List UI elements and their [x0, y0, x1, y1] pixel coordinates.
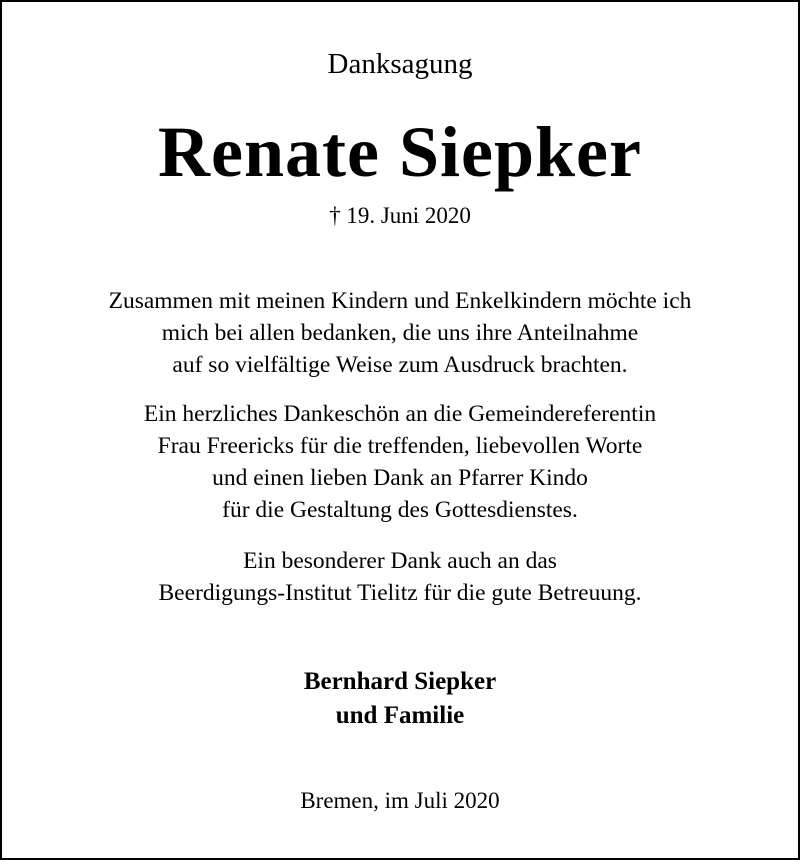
thanks-paragraph-church [0, 398, 800, 526]
signature-family: und Familie [335, 702, 465, 729]
text-line: Ein herzliches Dankeschön an die Gemeindereferentin [143, 401, 657, 427]
text-line: Zusammen mit meinen Kindern und Enkelkindern möchte ich [108, 288, 692, 314]
text-line: Ein besonderer Dank auch an das [243, 548, 557, 574]
signature-name: Bernhard Siepker [303, 668, 497, 695]
notice-heading: Danksagung [327, 48, 473, 80]
text-line: für die Gestaltung des Gottesdienstes. [222, 497, 578, 523]
thanks-paragraph-funeral-home [0, 545, 800, 609]
deceased-name: Renate Siepker [158, 112, 642, 192]
text-line: mich bei allen bedanken, die uns ihre Anteilnahme [161, 320, 639, 346]
text-line: und einen lieben Dank an Pfarrer Kindo [212, 465, 588, 491]
thanks-paragraph-family [0, 285, 800, 381]
death-date: † 19. Juni 2020 [329, 203, 471, 228]
text-line: auf so vielfältige Weise zum Ausdruck brachten. [172, 352, 628, 378]
place-and-date: Bremen, im Juli 2020 [300, 788, 500, 813]
signature [0, 665, 800, 733]
text-line: Frau Freericks für die treffenden, liebevollen Worte [157, 433, 643, 459]
text-line: Beerdigungs-Institut Tielitz für die gute Betreuung. [158, 580, 642, 606]
